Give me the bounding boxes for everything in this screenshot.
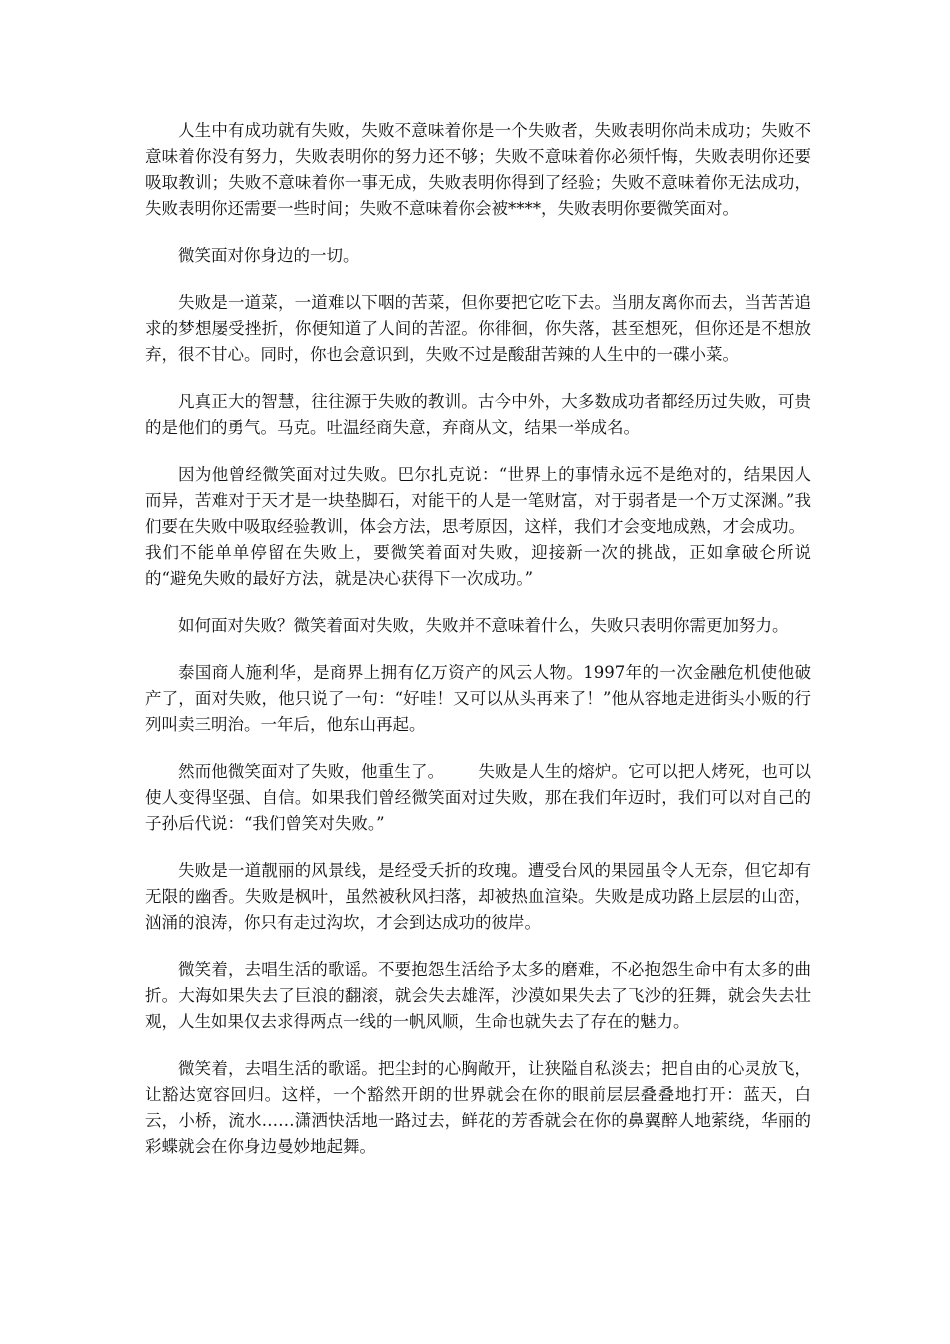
- paragraph-1: 人生中有成功就有失败，失败不意味着你是一个失败者，失败表明你尚未成功；失败不意味着你没有努力，失败表明你的努力还不够；失败不意味着你必须忏悔，失败表明你还要吸取教训；失败不意味着你一事无成，失败表明你得到了经验；失败不意味着你无法成功，失败表明你还需要一些时间；失败不意味着你会被****，失败表明你要微笑面对。: [145, 121, 811, 218]
- paragraph-12: 微笑着，去唱生活的歌谣。把尘封的心胸敞开，让狭隘自私淡去；把自由的心灵放飞，让豁达宽容回归。这样，一个豁然开朗的世界就会在你的眼前层层叠叠地打开：蓝天，白云，小桥，流水……潇洒快活地一路过去，鲜花的芳香就会在你的鼻翼醉人地萦绕，华丽的彩蝶就会在你身边曼妙地起舞。: [145, 1059, 811, 1156]
- paragraph-2: 微笑面对你身边的一切。: [178, 246, 360, 265]
- paragraph-6: 我们不能单单停留在失败上，要微笑着面对失败，迎接新一次的挑战，正如拿破仑所说的“避免失败的最好方法，就是决心获得下一次成功。”: [145, 543, 811, 588]
- paragraph-3: 失败是一道菜，一道难以下咽的苦菜，但你要把它吃下去。当朋友离你而去，当苦苦追求的梦想屡受挫折，你便知道了人间的苦涩。你徘徊，你失落，甚至想死，但你还是不想放弃，很不甘心。同时，你也会意识到，失败不过是酸甜苦辣的人生中的一碟小菜。: [145, 293, 811, 364]
- paragraph-10: 失败是一道靓丽的风景线，是经受夭折的玫瑰。遭受台风的果园虽令人无奈，但它却有无限的幽香。失败是枫叶，虽然被秋风扫落，却被热血渲染。失败是成功路上层层的山峦，汹涌的浪涛，你只有走过沟坎，才会到达成功的彼岸。: [145, 861, 811, 932]
- paragraph-8: 泰国商人施利华，是商界上拥有亿万资产的风云人物。1997年的一次金融危机使他破产了，面对失败，他只说了一句：“好哇！又可以从头再来了！”他从容地走进街头小贩的行列叫卖三明治。一年后，他东山再起。: [145, 663, 811, 734]
- paragraph-9: [145, 759, 811, 837]
- paragraph-9-part-2: 失败是人生的熔炉。它可以把人烤死，也可以使人变得坚强、自信。如果我们曾经微笑面对过失败，那在我们年迈时，我们可以对自己的子孙后代说：“我们曾笑对失败。”: [145, 762, 812, 833]
- paragraph-9-part-1: 然而他微笑面对了失败，他重生了。: [178, 762, 445, 781]
- paragraph-5: 因为他曾经微笑面对过失败。巴尔扎克说：“世界上的事情永远不是绝对的，结果因人而异，苦难对于天才是一块垫脚石，对能干的人是一笔财富，对于弱者是一个万丈深渊。”我们要在失败中吸取经验教训，体会方法，思考原因，这样，我们才会变地成熟，才会成功。: [145, 465, 811, 536]
- paragraph-4: 凡真正大的智慧，往往源于失败的教训。古今中外，大多数成功者都经历过失败，可贵的是他们的勇气。马克。吐温经商失意，弃商从文，结果一举成名。: [145, 392, 811, 437]
- paragraph-7: 如何面对失败？微笑着面对失败，失败并不意味着什么，失败只表明你需更加努力。: [178, 616, 789, 635]
- document-body: [145, 118, 811, 1181]
- paragraph-11: 微笑着，去唱生活的歌谣。不要抱怨生活给予太多的磨难，不必抱怨生命中有太多的曲折。大海如果失去了巨浪的翻滚，就会失去雄浑，沙漠如果失去了飞沙的狂舞，就会失去壮观，人生如果仅去求得两点一线的一帆风顺，生命也就失去了存在的魅力。: [145, 960, 811, 1031]
